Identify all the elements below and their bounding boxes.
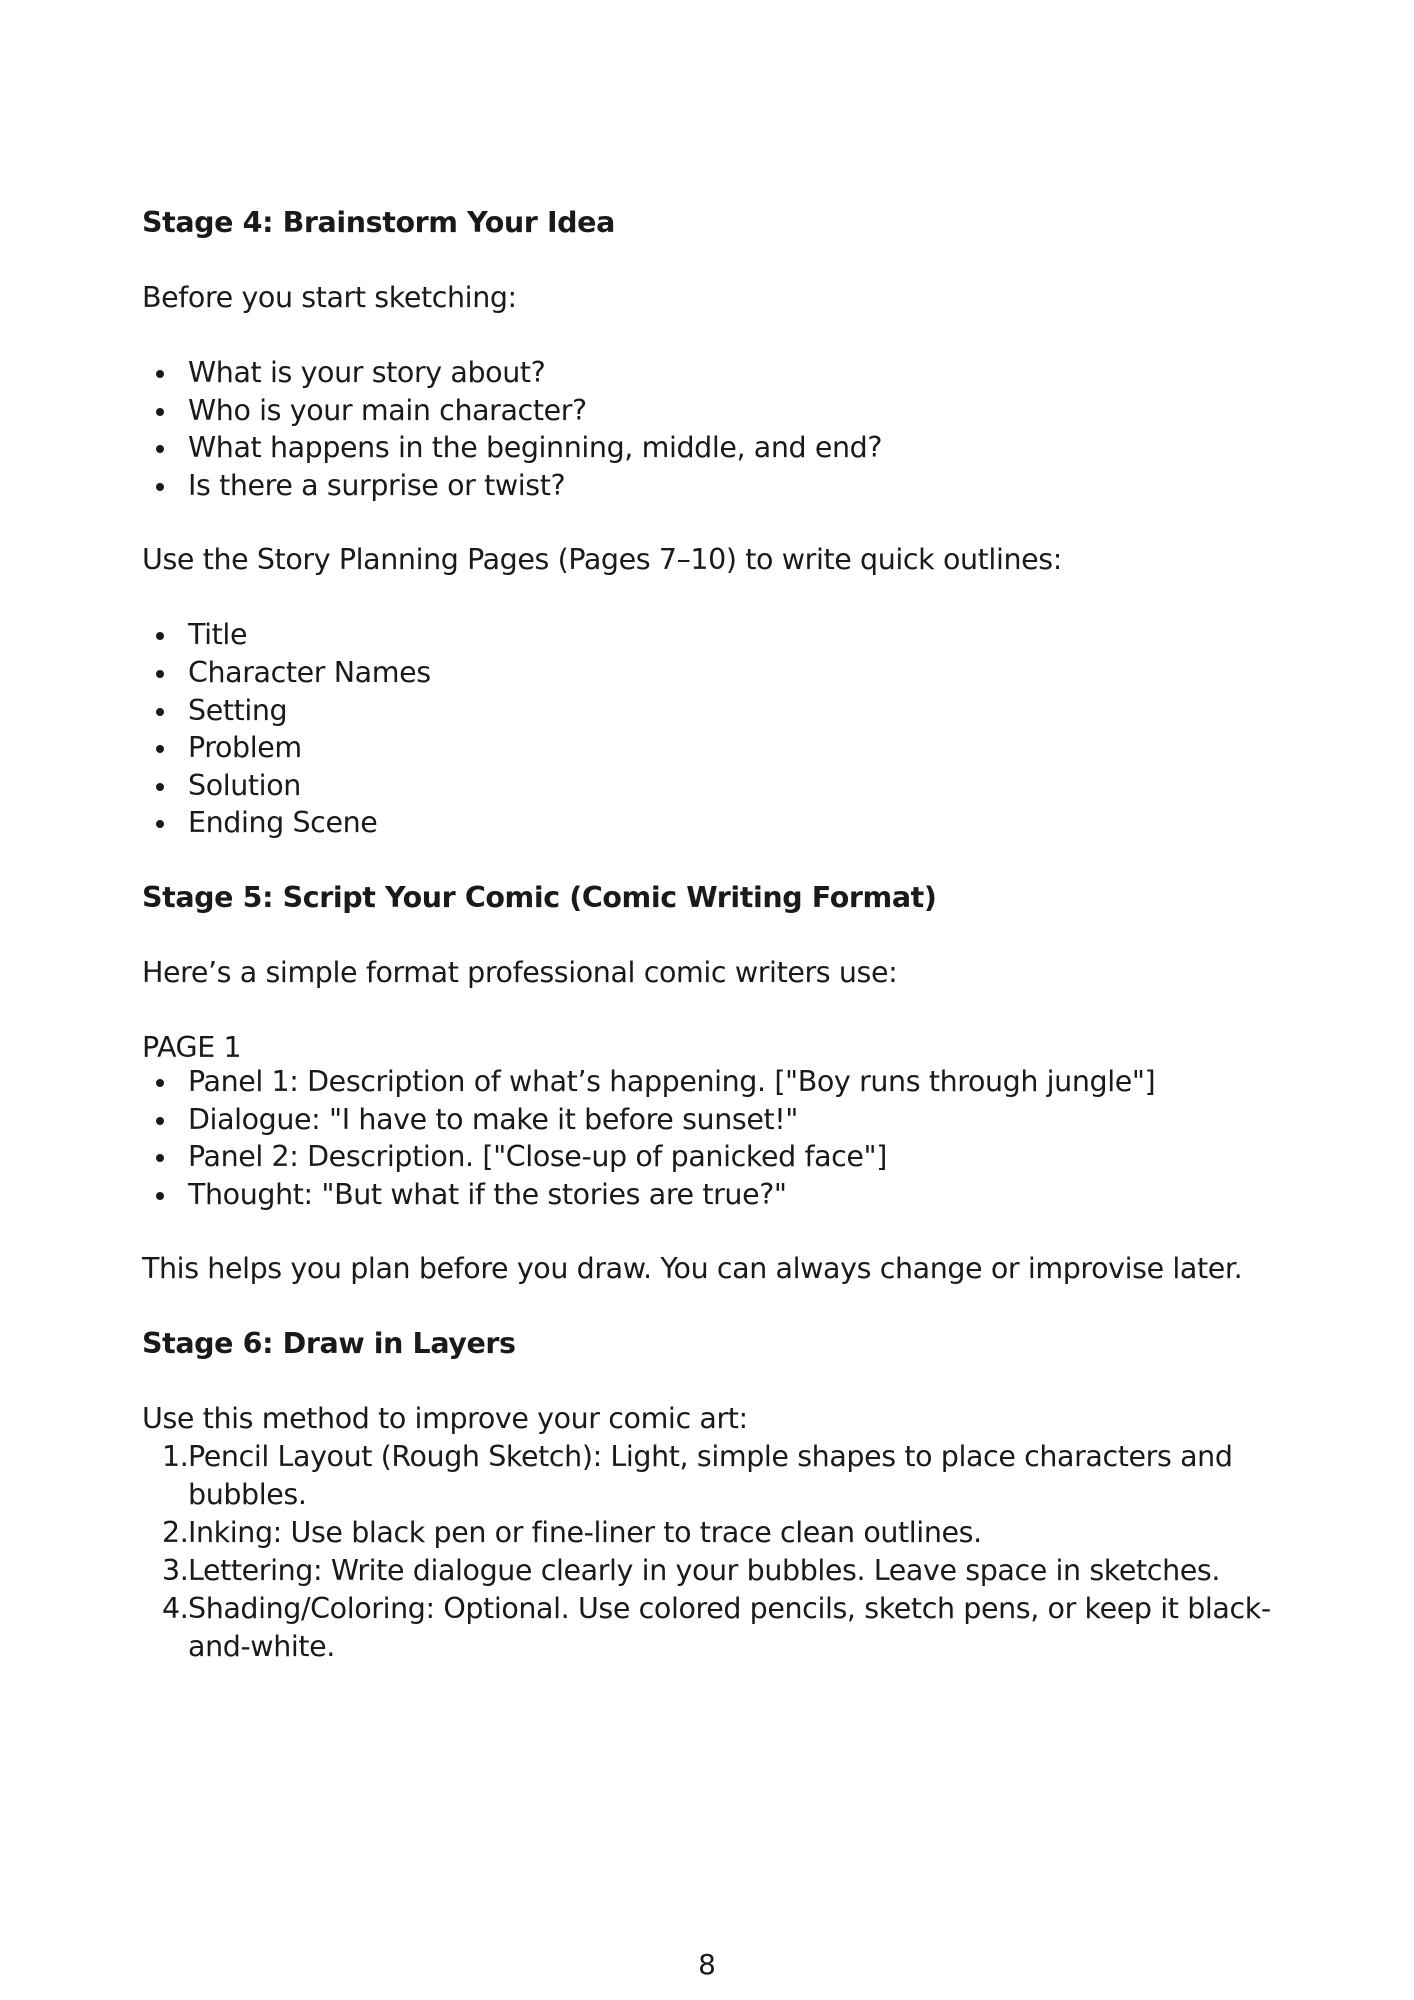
list-item: Title [142, 616, 1302, 654]
document-body [142, 204, 1302, 1666]
bullet-icon [156, 1192, 164, 1200]
stage4-question-list [142, 354, 1302, 504]
bullet-icon [156, 632, 164, 640]
list-item: Ending Scene [142, 804, 1302, 842]
list-item: Dialogue: "I have to make it before sunset!" [142, 1101, 1302, 1139]
bullet-icon [156, 783, 164, 791]
list-item: Who is your main character? [142, 392, 1302, 430]
stage6-steps-list [142, 1438, 1302, 1666]
bullet-icon [156, 370, 164, 378]
stage6-intro: Use this method to improve your comic art: [142, 1402, 748, 1436]
bullet-icon [156, 670, 164, 678]
stage5-closing: This helps you plan before you draw. You can always change or improvise later. [142, 1252, 1243, 1286]
stage6-heading: Stage 6: Draw in Layers [142, 1327, 516, 1361]
bullet-icon [156, 408, 164, 416]
list-item: Thought: "But what if the stories are true?" [142, 1176, 1302, 1214]
bullet-icon [156, 483, 164, 491]
list-item: Solution [142, 767, 1302, 805]
list-item: 1. Pencil Layout (Rough Sketch): Light, simple shapes to place characters and bubbles. [162, 1440, 1233, 1512]
stage4-heading: Stage 4: Brainstorm Your Idea [142, 206, 615, 239]
list-item: 3. Lettering: Write dialogue clearly in your bubbles. Leave space in sketches. [162, 1554, 1220, 1588]
bullet-icon [156, 708, 164, 716]
list-item: 4. Shading/Coloring: Optional. Use colored pencils, sketch pens, or keep it black-and-white. [162, 1592, 1271, 1664]
bullet-icon [156, 1079, 164, 1087]
stage4-intro: Before you start sketching: [142, 281, 517, 314]
list-item: What happens in the beginning, middle, and end? [142, 429, 1302, 467]
stage5-script-list [142, 1063, 1302, 1213]
bullet-icon [156, 1117, 164, 1125]
stage4-outline-list [142, 616, 1302, 842]
stage5-page-label: PAGE 1 [142, 1030, 242, 1064]
stage4-outline-intro: Use the Story Planning Pages (Pages 7–10) to write quick outlines: [142, 543, 1062, 577]
list-item: What is your story about? [142, 354, 1302, 392]
list-item: Setting [142, 692, 1302, 730]
list-item: Problem [142, 729, 1302, 767]
bullet-icon [156, 745, 164, 753]
stage5-intro: Here’s a simple format professional comic writers use: [142, 955, 898, 989]
list-item: Is there a surprise or twist? [142, 467, 1302, 505]
bullet-icon [156, 820, 164, 828]
page-number: 8 [698, 1948, 716, 1981]
list-item: Character Names [142, 654, 1302, 692]
list-item: Panel 1: Description of what’s happening. ["Boy runs through jungle"] [142, 1063, 1302, 1101]
list-item: 2. Inking: Use black pen or fine-liner to trace clean outlines. [162, 1516, 982, 1550]
bullet-icon [156, 1154, 164, 1162]
bullet-icon [156, 445, 164, 453]
stage5-heading: Stage 5: Script Your Comic (Comic Writing Format) [142, 880, 937, 914]
list-item: Panel 2: Description. ["Close-up of panicked face"] [142, 1138, 1302, 1176]
